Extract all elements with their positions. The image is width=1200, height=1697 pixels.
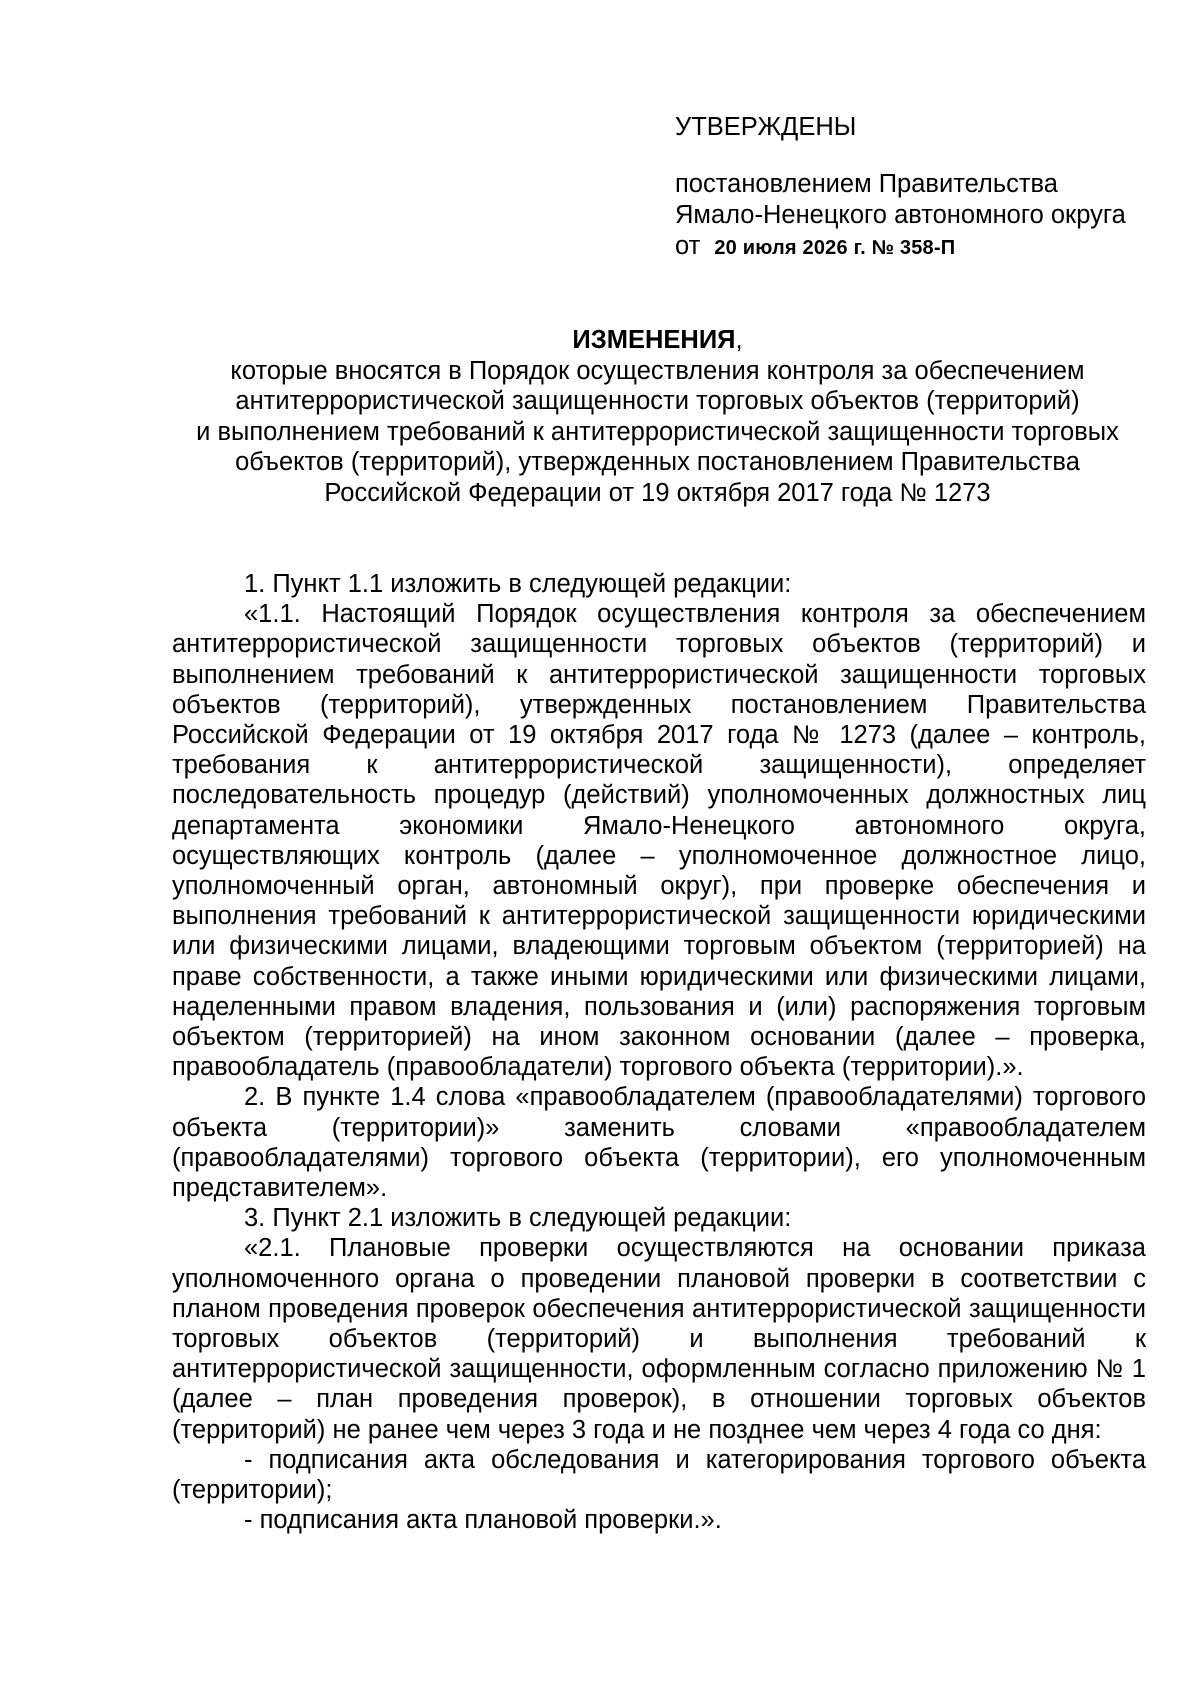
paragraph-6: - подписания акта обследования и категорирования торгового объекта (территории); [172, 1445, 1146, 1505]
paragraph-1: 1. Пункт 1.1 изложить в следующей редакции: [244, 570, 792, 598]
paragraph-5: «2.1. Плановые проверки осуществляются на основании приказа уполномоченного органа о проведении плановой проверки в соответствии с планом проведения проверок обеспечения антитеррористической защищенности торговых объектов (территорий) и выполнения требований к антитеррористической защищенности, оформленным согласно приложению № 1 (далее – план проведения проверок), в отношении торговых объектов (территорий) не ранее чем через 3 года и не позднее чем через 4 года со дня: [172, 1234, 1146, 1444]
paragraph-7: - подписания акта плановой проверки.». [244, 1506, 722, 1535]
approval-date-line [675, 231, 1155, 264]
title-heading [170, 325, 1145, 356]
approval-line-2: Ямало-Ненецкого автономного округа [675, 201, 1126, 229]
title-line-1: которые вносятся в Порядок осуществления контроля за обеспечением [230, 356, 1085, 385]
title-line-3: и выполнением требований к антитеррористической защищенности торговых [196, 417, 1119, 446]
decree-date-number: 20 июля 2026 г. № 358-П [714, 237, 956, 259]
title-line-2: антитеррористической защищенности торговых объектов (территорий) [235, 387, 1080, 415]
title-line-5: Российской Федерации от 19 октября 2017 года № 1273 [324, 478, 991, 507]
paragraph-2: «1.1. Настоящий Порядок осуществления контроля за обеспечением антитеррористической защищенности торговых объектов (территорий) и выполнением требований к антитеррористической защищенности торговых объектов (территорий), утвержденных постановлением Правительства Российской Федерации от 19 октября 2017 года № 1273 (далее – контроль, требования к антитеррористической защищенности), определяет последовательность процедур (действий) уполномоченных должностных лиц департамента экономики Ямало-Ненецкого автономного округа, осуществляющих контроль (далее – уполномоченное должностное лицо, уполномоченный орган, автономный округ), при проверке обеспечения и выполнения требований к антитеррористической защищенности юридическими или физическими лицами, владеющими торговым объектом (территорией) на праве собственности, а также иными юридическими или физическими лицами, наделенными правом владения, пользования и (или) распоряжения торговым объектом (территорией) на ином законном основании (далее – проверка, правообладатель (правообладатели) торгового объекта (территории).». [172, 600, 1146, 1082]
document-body [172, 569, 1146, 1536]
approval-line-1: постановлением Правительства [675, 170, 1058, 198]
title-line-4: объектов (территорий), утвержденных постановлением Правительства [235, 448, 1080, 476]
title-heading-text: ИЗМЕНЕНИЯ [572, 326, 736, 354]
title-heading-comma: , [735, 326, 743, 354]
document-title [170, 325, 1145, 508]
approved-label: УТВЕРЖДЕНЫ [675, 113, 857, 141]
paragraph-3: 2. В пункте 1.4 слова «правообладателем (правообладателями) торгового объекта (территории)» заменить словами «правообладателем (правообладателями) торгового объекта (территории), его уполномоченным представителем». [172, 1083, 1146, 1203]
paragraph-4: 3. Пункт 2.1 изложить в следующей редакции: [244, 1204, 792, 1233]
date-prefix: от [675, 232, 701, 260]
approval-stamp [675, 112, 1155, 264]
